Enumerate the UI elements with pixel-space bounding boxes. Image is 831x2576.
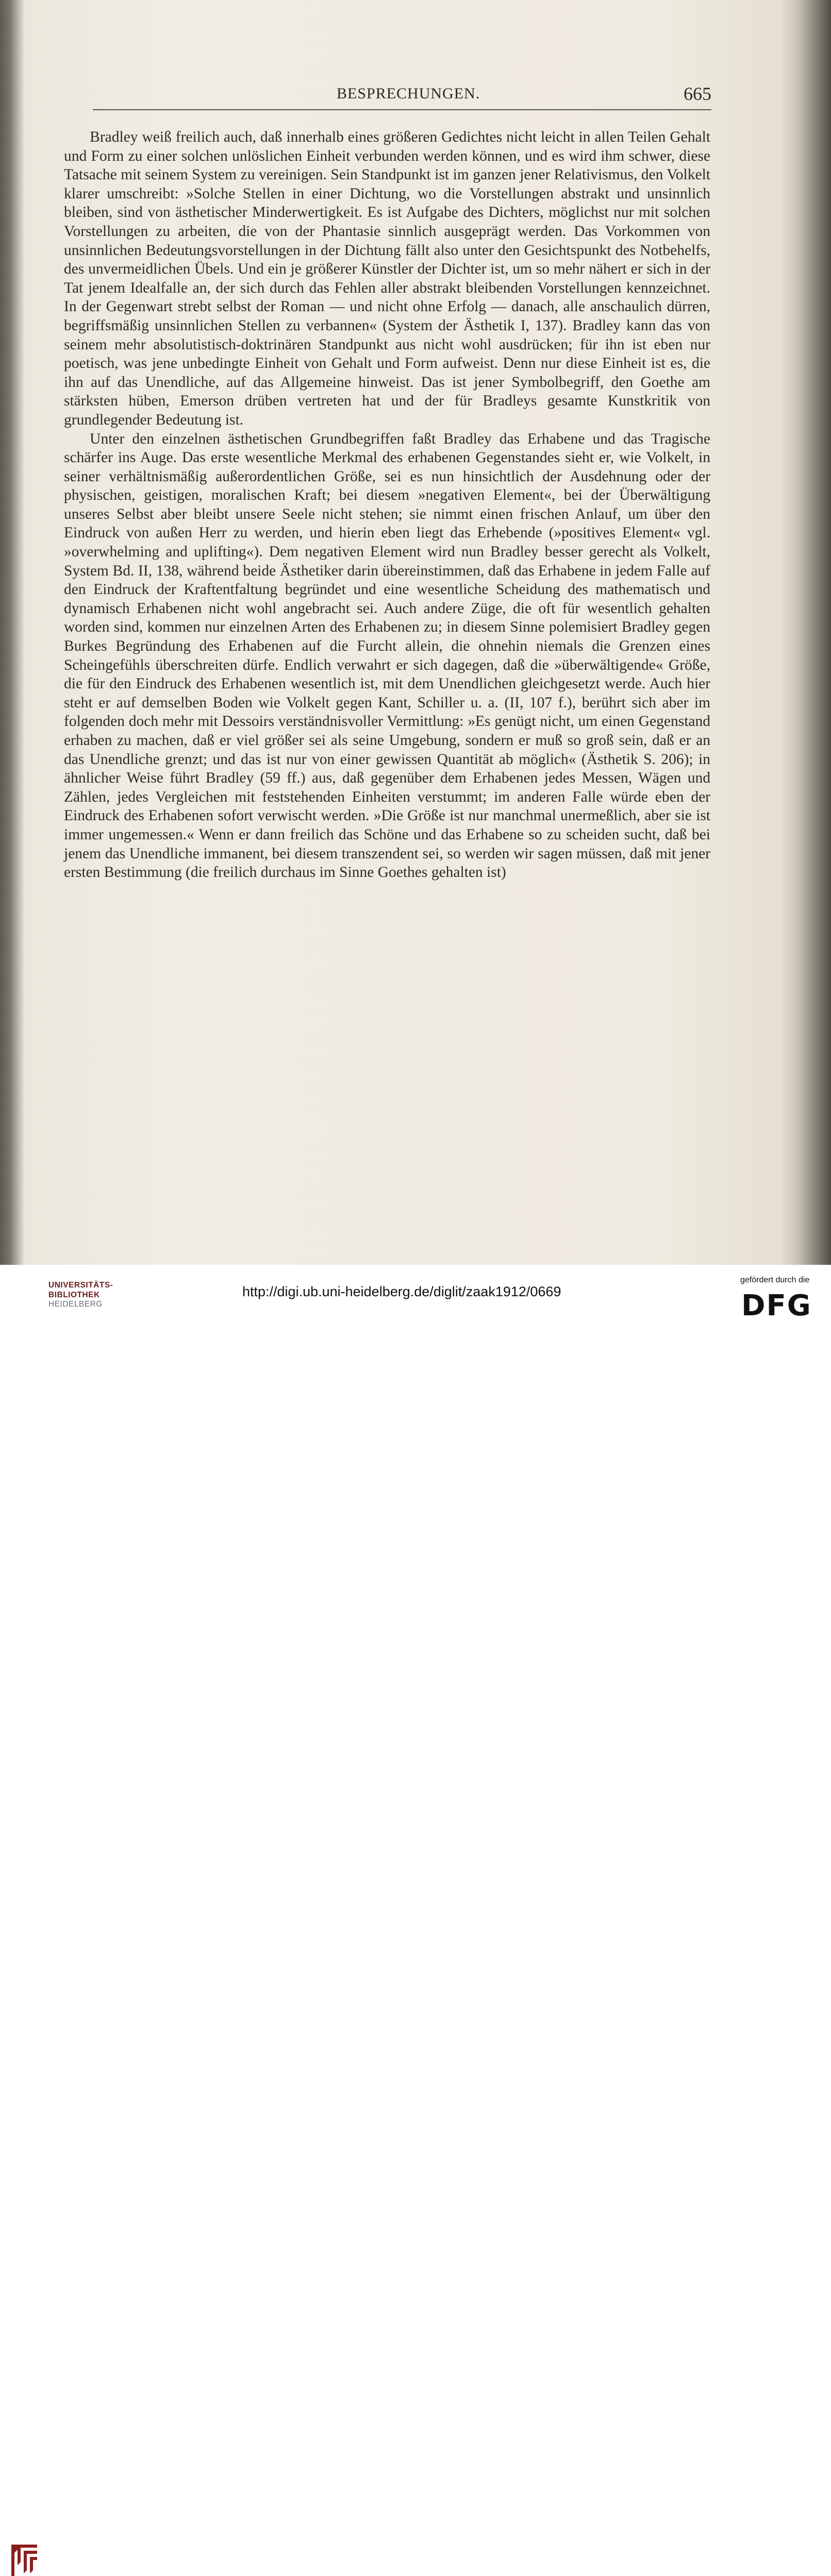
- library-name-line2: BIBLIOTHEK: [48, 1290, 100, 1299]
- scanned-page: [0, 0, 831, 1265]
- permalink-url[interactable]: http://digi.ub.uni-heidelberg.de/diglit/zaak1912/0669: [242, 1284, 561, 1299]
- library-name-line3: HEIDELBERG: [48, 1300, 103, 1309]
- header-rule: [93, 109, 711, 110]
- paragraph-1: Bradley weiß freilich auch, daß innerhalb eines größeren Gedichtes nicht leicht in allen Teilen Gehalt und Form zu einer solchen unlöslichen Einheit verbunden werden können, und es wird ihm schwer, diese Tatsache mit seinem System zu vereinigen. Sein Standpunkt ist im ganzen jener Relativismus, den Volkelt klarer umschreibt: »Solche Stellen in einer Dichtung, wo die Vorstellungen abstrakt und unsinnlich bleiben, sind von ästhetischer Minderwertigkeit. Es ist Aufgabe des Dichters, möglichst nur mit solchen Vorstellungen zu arbeiten, die von der Phantasie sinnlich ausgeprägt werden. Das Vorkommen von unsinnlichen Bedeutungsvorstellungen in der Dichtung fällt also unter den Gesichtspunkt des Notbehelfs, des unvermeidlichen Übels. Und ein je größerer Künstler der Dichter ist, um so mehr nähert er sich in der Tat jenem Idealfalle an, der sich durch das Fehlen aller abstrakt bleibenden Vorstellungen kennzeichnet. In der Gegenwart strebt selbst der Roman — und nicht ohne Erfolg — danach, alle anschaulich dürren, begriffsmäßig unsinnlichen Stellen zu verbannen« (System der Ästhetik I, 137). Bradley kann das von seinem mehr absolutistisch-doktrinären Standpunkt aus nicht wohl ausdrücken; für ihn ist eben nur poetisch, was jene unbedingte Einheit von Gehalt und Form aufweist. Denn nur diese Einheit ist es, die ihn auf das Unendliche, auf das Allgemeine hinweist. Das ist jener Symbolbegriff, den Goethe am stärksten hüben, Emerson drüben vertreten hat und der für Bradleys gesamte Kunstkritik von grundlegender Bedeutung ist.: [64, 129, 710, 428]
- page-number: 665: [684, 83, 711, 104]
- running-head-title: BESPRECHUNGEN.: [337, 85, 480, 102]
- library-name: [48, 1281, 113, 1310]
- running-header: [93, 85, 711, 109]
- dfg-logo: DFG: [741, 1289, 812, 1323]
- library-name-line1: UNIVERSITÄTS-: [48, 1281, 113, 1290]
- library-logo-icon: [7, 2539, 41, 2576]
- paragraph-2: Unter den einzelnen ästhetischen Grundbegriffen faßt Bradley das Erhabene und das Tragische schärfer ins Auge. Das erste wesentliche Merkmal des erhabenen Gegenstandes sieht er, wie Volkelt, in seiner verhältnismäßig außerordentlichen Größe, sei es nun hinsichtlich der Ausdehnung oder der physischen, geistigen, moralischen Kraft; bei diesem »negativen Element«, bei der Überwältigung unseres Selbst aber bleibt unsere Seele nicht stehen; sie nimmt einen frischen Anlauf, um über den Eindruck von außen Herr zu werden, und hierin eben liegt das Erhebende (»positives Element« vgl. »overwhelming and uplifting«). Dem negativen Element wird nun Bradley besser gerecht als Volkelt, System Bd. II, 138, während beide Ästhetiker darin übereinstimmen, daß das Erhabene in jedem Falle auf den Eindruck der Kraftentfaltung begründet und eine wesentliche Scheidung des mathematisch und dynamisch Erhabenen nicht wohl angebracht sei. Auch andere Züge, die oft für wesentlich gehalten worden sind, kommen nur einzelnen Arten des Erhabenen zu; in diesem Sinne polemisiert Bradley gegen Burkes Begründung des Erhabenen auf die Furcht allein, die ohnehin niemals die Grenzen eines Scheingefühls überschreiten dürfe. Endlich verwahrt er sich dagegen, daß die »überwältigende« Größe, die für den Eindruck des Erhabenen wesentlich ist, mit dem Unendlichen gleichgesetzt werde. Auch hier steht er auf demselben Boden wie Volkelt gegen Kant, Schiller u. a. (II, 107 f.), berührt sich aber im folgenden doch mehr mit Dessoirs verständnisvoller Vermittlung: »Es genügt nicht, um einen Gegenstand erhaben zu machen, daß er viel größer sei als seine Umgebung, sondern er muß so groß sein, daß er an das Unendliche grenzt; und das ist nur von einer gewissen Quantität ab möglich« (Ästhetik S. 206); in ähnlicher Weise führt Bradley (59 ff.) aus, daß gegenüber dem Erhabenen jedes Messen, Wägen und Zählen, jedes Vergleichen mit feststehenden Einheiten verstummt; im anderen Falle würde eben der Eindruck des Erhabenen sofort verwischt werden. »Die Größe ist nur manchmal unermeßlich, aber sie ist immer ungemessen.« Wenn er dann freilich das Schöne und das Erhabene so zu scheiden sucht, daß bei jenem das Unendliche immanent, bei diesem transzendent sei, so werden wir sagen müssen, daß mit jener ersten Bestimmung (die freilich durchaus im Sinne Goethes gehalten ist): [64, 430, 710, 881]
- body-text: [64, 128, 710, 882]
- funding-label: gefördert durch die: [740, 1276, 810, 1284]
